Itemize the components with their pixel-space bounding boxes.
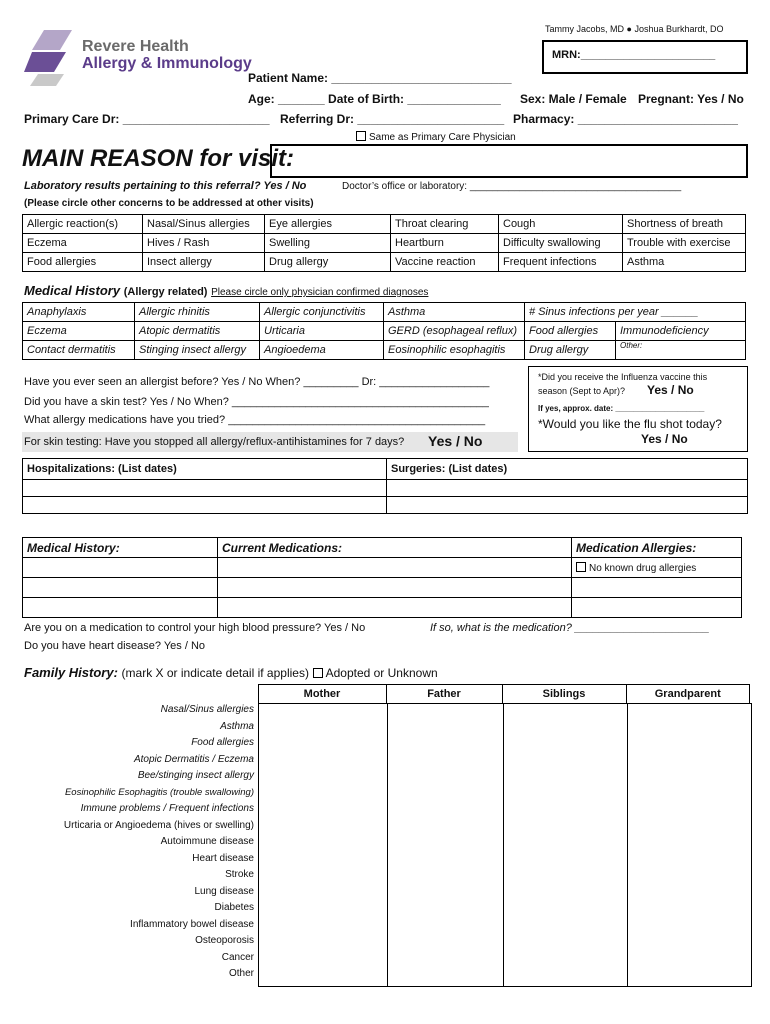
medication-allergies-header: Medication Allergies: <box>572 538 742 558</box>
concern-cell[interactable]: Hives / Rash <box>143 234 265 253</box>
concern-cell[interactable]: Nasal/Sinus allergies <box>143 215 265 234</box>
diagnosis-cell[interactable]: Immunodeficiency <box>616 322 746 341</box>
main-reason-input[interactable] <box>270 144 748 178</box>
diagnosis-cell[interactable]: Contact dermatitis <box>23 341 135 360</box>
flu-received-yes-no[interactable]: Yes / No <box>647 383 694 397</box>
flu-date-field[interactable]: If yes, approx. date: ____________________ <box>538 404 705 413</box>
hospitalizations-header: Hospitalizations: (List dates) <box>23 459 387 480</box>
sex-field[interactable]: Sex: Male / Female <box>520 92 627 106</box>
family-condition: Osteoporosis <box>195 935 254 946</box>
heart-disease-question[interactable]: Do you have heart disease? Yes / No <box>24 640 206 652</box>
concern-cell[interactable]: Eye allergies <box>265 215 391 234</box>
family-condition: Eosinophilic Esophagitis (trouble swallowing) <box>64 786 254 798</box>
diagnosis-cell[interactable]: Stinging insect allergy <box>135 341 260 360</box>
skin-test-question[interactable]: Did you have a skin test? Yes / No When? __________________________________________ <box>24 396 489 408</box>
family-condition: Asthma <box>220 720 254 732</box>
column-siblings: Siblings <box>502 685 626 704</box>
concern-cell[interactable]: Drug allergy <box>265 253 391 272</box>
diagnosis-cell[interactable]: Food allergies <box>525 322 616 341</box>
concern-cell[interactable]: Throat clearing <box>391 215 499 234</box>
physician-names: Tammy Jacobs, MD ● Joshua Burkhardt, DO <box>545 24 724 34</box>
concern-cell[interactable]: Cough <box>499 215 623 234</box>
mrn-label: MRN:______________________ <box>552 49 716 61</box>
column-divider <box>503 704 504 986</box>
family-history-table <box>22 684 750 704</box>
main-reason-title: MAIN REASON for visit: <box>22 145 295 172</box>
family-condition: Bee/stinging insect allergy <box>137 770 254 781</box>
diagnosis-cell[interactable]: Urticaria <box>260 322 384 341</box>
medical-history-heading: Medical History (Allergy related) Please circle only physician confirmed diagnoses <box>24 283 429 298</box>
family-condition: Nasal/Sinus allergies <box>160 704 254 715</box>
checkbox-icon[interactable] <box>313 668 323 678</box>
column-grandparent: Grandparent <box>626 685 750 704</box>
medical-history-header: Medical History: <box>23 538 218 558</box>
diagnosis-cell[interactable]: Atopic dermatitis <box>135 322 260 341</box>
blood-pressure-question[interactable]: Are you on a medication to control your high blood pressure? Yes / No <box>24 622 366 634</box>
medical-history-entry[interactable] <box>23 598 218 618</box>
flu-received-question: *Did you receive the Influenza vaccine this <box>538 372 708 382</box>
antihistamine-question[interactable]: For skin testing: Have you stopped all allergy/reflux-antihistamines for 7 days? Yes / No <box>22 432 518 452</box>
concern-cell[interactable]: Trouble with exercise <box>623 234 746 253</box>
concerns-table <box>22 214 746 272</box>
checkbox-icon[interactable] <box>576 562 586 572</box>
sinus-infections-cell[interactable]: # Sinus infections per year ______ <box>525 303 746 322</box>
pregnant-field[interactable]: Pregnant: Yes / No <box>638 92 744 106</box>
flu-shot-today-question: *Would you like the flu shot today? <box>538 417 722 431</box>
concern-cell[interactable]: Food allergies <box>23 253 143 272</box>
family-condition-header <box>22 685 258 704</box>
diagnosis-cell[interactable]: GERD (esophageal reflux) <box>384 322 525 341</box>
surgery-entry[interactable] <box>387 480 748 497</box>
referring-dr-field[interactable]: Referring Dr: ______________________ <box>280 112 505 126</box>
allergy-diagnoses-table <box>22 302 746 360</box>
concern-cell[interactable]: Frequent infections <box>499 253 623 272</box>
concern-cell[interactable]: Vaccine reaction <box>391 253 499 272</box>
no-known-drug-allergies-checkbox[interactable]: No known drug allergies <box>572 558 742 578</box>
flu-vaccine-box <box>528 366 748 452</box>
family-history-heading: Family History: (mark X or indicate detail if applies) Adopted or Unknown <box>24 665 438 680</box>
family-condition: Heart disease <box>192 852 254 864</box>
surgery-entry[interactable] <box>387 497 748 514</box>
concern-cell[interactable]: Insect allergy <box>143 253 265 272</box>
family-history-entry-area[interactable] <box>258 703 752 987</box>
family-condition: Food allergies <box>191 737 254 748</box>
family-condition: Other <box>228 968 254 979</box>
other-diagnosis-cell[interactable]: Other: <box>616 341 746 360</box>
lab-results-question[interactable]: Laboratory results pertaining to this referral? Yes / No <box>24 180 307 192</box>
current-medication-entry[interactable] <box>218 558 572 578</box>
family-condition: Inflammatory bowel disease <box>130 918 254 930</box>
diagnosis-cell[interactable]: Anaphylaxis <box>23 303 135 322</box>
allergy-meds-question[interactable]: What allergy medications have you tried? __________________________________________ <box>24 414 486 426</box>
concern-cell[interactable]: Shortness of breath <box>623 215 746 234</box>
diagnosis-cell[interactable]: Drug allergy <box>525 341 616 360</box>
logo-subtitle: Allergy & Immunology <box>82 55 252 72</box>
family-condition: Diabetes <box>214 902 254 913</box>
bp-medication-field[interactable]: If so, what is the medication? ______________________ <box>430 622 710 634</box>
patient-name-field[interactable]: Patient Name: ___________________________ <box>248 71 512 85</box>
logo-name: Revere Health <box>82 38 189 55</box>
same-as-pcp-checkbox[interactable]: Same as Primary Care Physician <box>356 131 516 143</box>
allergist-question[interactable]: Have you ever seen an allergist before? Yes / No When? _________ Dr: __________________ <box>24 376 490 388</box>
family-conditions-list <box>22 704 254 985</box>
surgeries-header: Surgeries: (List dates) <box>387 459 748 480</box>
family-condition: Autoimmune disease <box>160 836 254 847</box>
checkbox-icon[interactable] <box>356 131 366 141</box>
flu-season-label: season (Sept to Apr)? <box>538 386 626 396</box>
medical-history-entry[interactable] <box>23 558 218 578</box>
family-condition: Urticaria or Angioedema (hives or swelling) <box>63 819 254 831</box>
concern-cell[interactable]: Asthma <box>623 253 746 272</box>
adopted-checkbox[interactable]: Adopted or Unknown <box>313 666 438 680</box>
diagnosis-cell[interactable]: Angioedema <box>260 341 384 360</box>
family-condition: Cancer <box>221 951 254 963</box>
primary-care-field[interactable]: Primary Care Dr: ______________________ <box>24 112 270 126</box>
concern-cell[interactable]: Difficulty swallowing <box>499 234 623 253</box>
concern-cell[interactable]: Eczema <box>23 234 143 253</box>
diagnosis-cell[interactable]: Eczema <box>23 322 135 341</box>
mrn-box[interactable] <box>542 40 748 74</box>
hospitalization-entry[interactable] <box>23 497 387 514</box>
lab-location-field[interactable]: Doctor’s office or laboratory: ______________________________________ <box>342 181 682 192</box>
medication-allergy-entry[interactable] <box>572 578 742 598</box>
concern-cell[interactable]: Heartburn <box>391 234 499 253</box>
pharmacy-field[interactable]: Pharmacy: ________________________ <box>513 112 738 126</box>
family-condition: Immune problems / Frequent infections <box>80 803 254 814</box>
age-dob-field[interactable]: Age: _______ Date of Birth: ______________ <box>248 92 501 106</box>
medical-history-entry[interactable] <box>23 578 218 598</box>
current-medications-header: Current Medications: <box>218 538 572 558</box>
diagnosis-cell[interactable]: Allergic conjunctivitis <box>260 303 384 322</box>
concern-cell[interactable]: Allergic reaction(s) <box>23 215 143 234</box>
family-condition: Atopic Dermatitis / Eczema <box>133 753 254 765</box>
diagnosis-cell[interactable]: Eosinophilic esophagitis <box>384 341 525 360</box>
column-mother: Mother <box>258 685 386 704</box>
column-father: Father <box>386 685 502 704</box>
family-condition: Lung disease <box>194 885 254 897</box>
history-meds-table <box>22 537 742 618</box>
circle-concerns-note: (Please circle other concerns to be addressed at other visits) <box>24 198 314 209</box>
family-condition: Stroke <box>225 869 254 880</box>
hospitalization-entry[interactable] <box>23 480 387 497</box>
flu-shot-yes-no[interactable]: Yes / No <box>641 432 688 446</box>
hospitalizations-surgeries-table <box>22 458 748 514</box>
current-medication-entry[interactable] <box>218 598 572 618</box>
concern-cell[interactable]: Swelling <box>265 234 391 253</box>
column-divider <box>387 704 388 986</box>
revere-logo-icon <box>24 28 78 88</box>
diagnosis-cell[interactable]: Allergic rhinitis <box>135 303 260 322</box>
column-divider <box>627 704 628 986</box>
current-medication-entry[interactable] <box>218 578 572 598</box>
diagnosis-cell[interactable]: Asthma <box>384 303 525 322</box>
medication-allergy-entry[interactable] <box>572 598 742 618</box>
